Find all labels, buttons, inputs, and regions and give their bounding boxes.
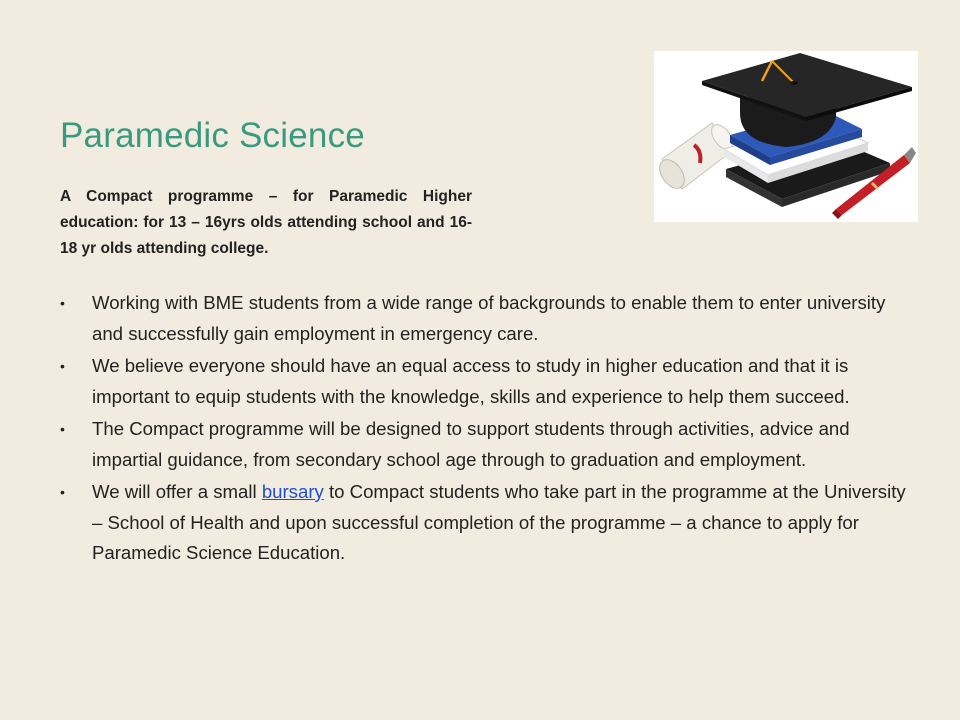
bullet-icon: • xyxy=(60,484,65,500)
list-item xyxy=(60,414,910,475)
bullet-icon: • xyxy=(60,421,65,437)
bullet-text: Working with BME students from a wide range of backgrounds to enable them to enter university and successfully gain employment in emergency care. xyxy=(92,292,886,344)
bullet-list xyxy=(60,288,910,571)
list-item xyxy=(60,477,910,569)
list-item xyxy=(60,351,910,412)
bullet-icon: • xyxy=(60,295,65,311)
list-item xyxy=(60,288,910,349)
bullet-text: The Compact programme will be designed to support students through activities, advice and impartial guidance, from secondary school age through to graduation and employment. xyxy=(92,418,850,470)
page-title: Paramedic Science xyxy=(60,116,365,155)
bullet-icon: • xyxy=(60,358,65,374)
bullet-text-after: to Compact students who take part in the programme at the University – School of Health and upon successful completion of the programme – a chance to apply for Paramedic Science Education. xyxy=(92,481,906,563)
bursary-link[interactable]: bursary xyxy=(261,481,324,502)
graduation-cap-icon xyxy=(702,53,912,147)
bullet-text: We believe everyone should have an equal access to study in higher education and that it is important to equip students with the knowledge, skills and experience to help them succeed. xyxy=(92,355,850,407)
bullet-text-before: We will offer a small xyxy=(92,481,262,502)
subtitle: A Compact programme – for Paramedic Higher education: for 13 – 16yrs olds attending school and 16-18 yr olds attending college. xyxy=(60,188,472,257)
graduation-photo xyxy=(654,51,918,222)
